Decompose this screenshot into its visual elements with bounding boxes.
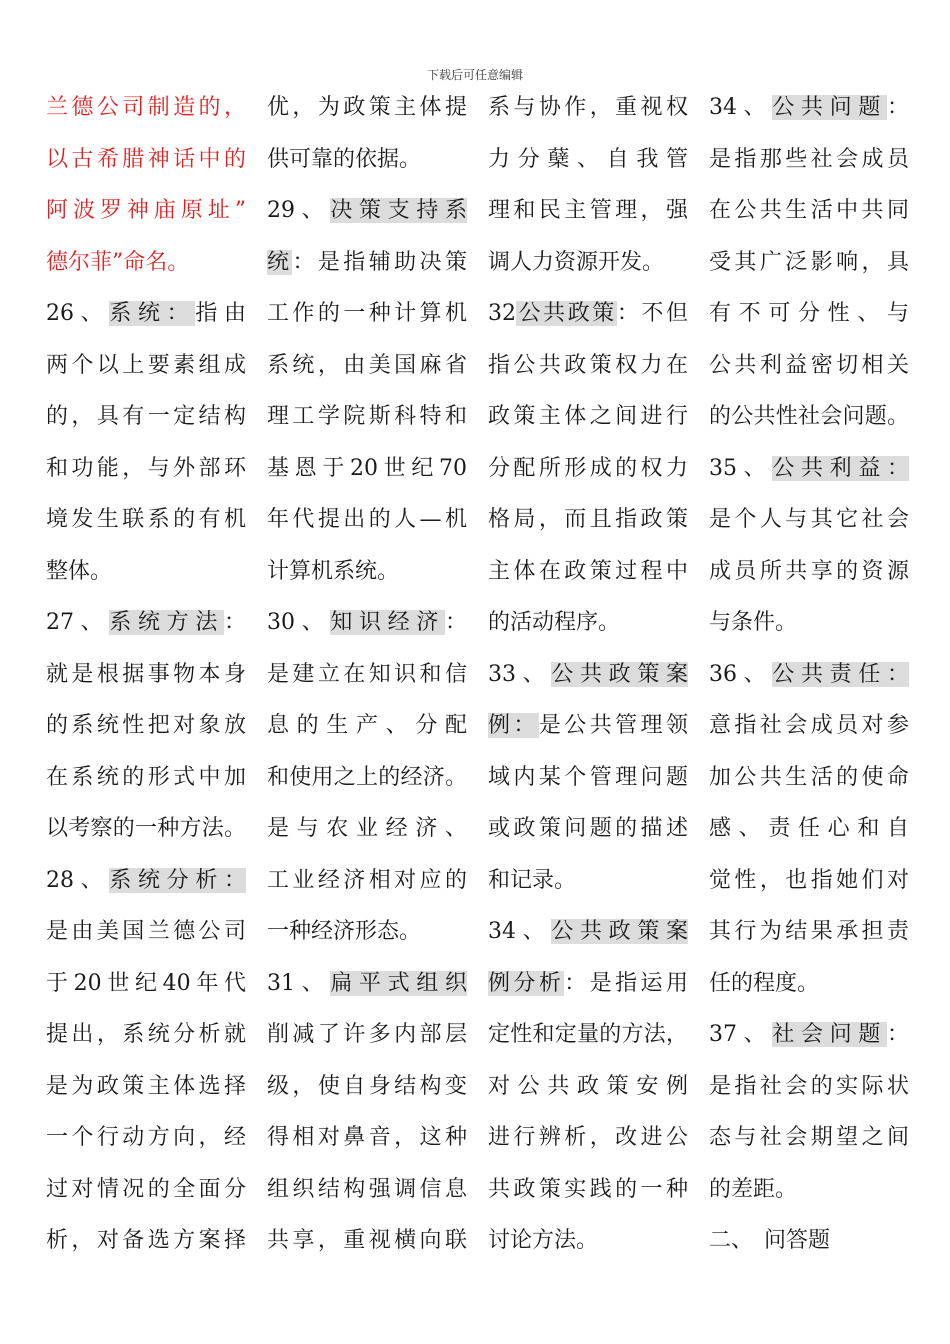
text-run: ：	[223, 610, 246, 635]
text-run: 组织结构强调信息	[267, 1176, 467, 1202]
text-run: 是与农业经济、	[267, 816, 467, 841]
text-run: 公共利益密切相关	[709, 352, 909, 378]
text-line	[46, 906, 246, 958]
term-highlight: 知识经济	[330, 610, 445, 635]
text-line	[488, 803, 688, 855]
text-line	[46, 1112, 246, 1164]
text-run: 域内某个管理问题	[488, 764, 688, 790]
text-line	[46, 443, 246, 495]
text-run: 整体。	[46, 558, 113, 584]
term-highlight: 系统分析：	[109, 867, 246, 893]
text-line	[488, 340, 688, 392]
text-run: 共政策实践的一种	[488, 1176, 688, 1202]
text-line	[709, 1112, 909, 1164]
text-run: 以古希腊神话中的	[46, 146, 246, 172]
text-line	[46, 1164, 246, 1216]
text-run: 息的生产、分配	[267, 713, 467, 738]
text-run: 成员所共享的资源	[709, 558, 909, 584]
text-run: 任的程度。	[709, 970, 820, 996]
text-line	[267, 855, 467, 907]
text-line	[46, 649, 246, 701]
text-line	[709, 803, 909, 855]
text-run: 与条件。	[709, 610, 798, 635]
text-run: 两个以上要素组成	[46, 352, 246, 378]
text-run: 36、	[709, 661, 773, 687]
text-run: 指公共政策权力在	[488, 352, 688, 378]
text-run: 27、	[46, 610, 110, 635]
text-run: 供可靠的依据。	[267, 146, 422, 172]
text-run: 年代提出的人—机	[267, 507, 467, 532]
term-highlight: 扁平式组织	[330, 970, 467, 996]
text-run: 主体在政策过程中	[488, 558, 688, 584]
text-line	[488, 1215, 688, 1267]
text-line	[488, 185, 688, 237]
text-run: 的，具有一定结构	[46, 404, 246, 429]
text-run: 调人力资源开发。	[488, 249, 665, 275]
text-line	[46, 1061, 246, 1113]
text-run: 34、	[709, 95, 773, 120]
text-run: 34、	[488, 919, 552, 944]
text-run: 31、	[267, 970, 331, 996]
text-run: 计算机系统。	[267, 558, 400, 584]
text-run: ：是指运用	[564, 970, 688, 996]
text-line	[267, 443, 467, 495]
text-line	[709, 700, 909, 752]
text-run: 是指社会的实际状	[709, 1073, 909, 1099]
term-highlight: 社会问题	[772, 1022, 887, 1047]
text-line	[267, 134, 467, 186]
text-line	[709, 82, 909, 134]
text-line	[46, 340, 246, 392]
text-run: 在公共生活中共同	[709, 198, 909, 223]
text-line	[709, 958, 909, 1010]
text-run: ：不但	[616, 301, 688, 326]
text-run: 的差距。	[709, 1176, 798, 1202]
term-highlight: 例：	[488, 713, 539, 738]
text-run: ：	[444, 610, 467, 635]
text-line	[267, 237, 467, 289]
text-line	[488, 700, 688, 752]
text-run: 政策主体之间进行	[488, 404, 688, 429]
text-run: 35、	[709, 455, 773, 481]
text-line	[709, 237, 909, 289]
text-run: 28、	[46, 867, 110, 893]
text-line	[488, 958, 688, 1010]
text-run: 在系统的形式中加	[46, 764, 246, 790]
text-run: 就是根据事物本身	[46, 661, 246, 687]
text-run: 指由	[195, 301, 246, 326]
text-run: 德尔菲”命名。	[46, 249, 190, 275]
term-highlight: 公共问题	[772, 95, 887, 120]
text-line	[488, 494, 688, 546]
text-line	[709, 597, 909, 649]
text-run: 是建立在知识和信	[267, 661, 467, 687]
text-line	[488, 443, 688, 495]
text-run: 29、	[267, 198, 331, 223]
text-line	[46, 597, 246, 649]
text-run: 的系统性把对象放	[46, 713, 246, 738]
text-run: 以考察的一种方法。	[46, 816, 246, 841]
text-run: 于20世纪40年代	[46, 970, 246, 996]
text-line	[709, 1061, 909, 1113]
text-line	[267, 546, 467, 598]
text-line	[46, 237, 246, 289]
text-line	[46, 1009, 246, 1061]
text-run: 兰德公司制造的，	[46, 95, 246, 120]
text-line	[488, 288, 688, 340]
text-run: 其行为结果承担责	[709, 919, 909, 944]
text-line	[46, 752, 246, 804]
text-run: 和使用之上的经济。	[267, 764, 467, 790]
text-run: 是公共管理领	[538, 713, 688, 738]
text-run: 33、	[488, 661, 552, 687]
term-highlight: 系统方法	[109, 610, 224, 635]
text-run: 理和民主管理，强	[488, 198, 688, 223]
text-line	[488, 1112, 688, 1164]
text-run: 是为政策主体选择	[46, 1073, 246, 1099]
text-line	[709, 752, 909, 804]
text-run: 格局，而且指政策	[488, 507, 688, 532]
term-highlight: 统	[267, 249, 293, 275]
text-run: 理工学院斯科特和	[267, 404, 467, 429]
text-run: 系统，由美国麻省	[267, 352, 467, 378]
text-run: 加公共生活的使命	[709, 764, 909, 790]
text-run: 是个人与其它社会	[709, 507, 909, 532]
text-line	[709, 185, 909, 237]
text-line	[488, 649, 688, 701]
text-line	[46, 700, 246, 752]
text-line	[709, 1164, 909, 1216]
text-line	[267, 649, 467, 701]
text-run: 32	[488, 301, 516, 326]
text-run: 削减了许多内部层	[267, 1022, 467, 1047]
text-run: 得相对鼻音，这种	[267, 1125, 467, 1150]
text-line	[488, 1164, 688, 1216]
text-line	[488, 391, 688, 443]
text-run: 30、	[267, 610, 331, 635]
term-highlight: 公共政策案	[551, 661, 688, 687]
text-line	[709, 649, 909, 701]
text-run: 阿波罗神庙原址”	[46, 198, 246, 223]
text-column-4	[709, 82, 909, 1267]
text-line	[267, 597, 467, 649]
text-line	[267, 288, 467, 340]
text-run: 析，对备选方案择	[46, 1228, 246, 1253]
term-highlight: 公共责任：	[772, 661, 909, 687]
text-run: 是指那些社会成员	[709, 146, 909, 172]
text-line	[488, 1061, 688, 1113]
text-run: 工业经济相对应的	[267, 867, 467, 893]
text-run: 态与社会期望之间	[709, 1125, 909, 1150]
text-run: 是由美国兰德公司	[46, 919, 246, 944]
text-line	[709, 494, 909, 546]
text-line	[267, 1215, 467, 1267]
text-run: 基恩于20世纪70	[267, 455, 467, 481]
text-column-3	[488, 82, 688, 1267]
text-line	[267, 1112, 467, 1164]
term-highlight: 公共利益：	[772, 455, 909, 481]
text-run: 一个行动方向，经	[46, 1125, 246, 1150]
text-line	[709, 288, 909, 340]
text-line	[267, 494, 467, 546]
text-run: 26、	[46, 301, 110, 326]
text-line	[267, 1061, 467, 1113]
text-line	[709, 1009, 909, 1061]
text-run: 优，为政策主体提	[267, 95, 467, 120]
text-line	[267, 391, 467, 443]
text-run: 共享，重视横向联	[267, 1228, 467, 1253]
text-line	[488, 237, 688, 289]
term-highlight: 系统：	[109, 301, 196, 326]
text-line	[267, 958, 467, 1010]
text-line	[46, 134, 246, 186]
text-line	[488, 597, 688, 649]
text-run: 的活动程序。	[488, 610, 621, 635]
text-run: 感、责任心和自	[709, 816, 909, 841]
text-line	[488, 82, 688, 134]
text-run: 级，使自身结构变	[267, 1073, 467, 1099]
text-line	[488, 546, 688, 598]
text-line	[267, 906, 467, 958]
text-line	[488, 134, 688, 186]
text-line	[46, 546, 246, 598]
text-run: 有不可分性、与	[709, 301, 909, 326]
text-line	[709, 443, 909, 495]
text-line	[267, 803, 467, 855]
text-line	[46, 288, 246, 340]
text-line	[709, 1215, 909, 1267]
text-line	[488, 906, 688, 958]
text-line	[709, 340, 909, 392]
text-line	[267, 1009, 467, 1061]
term-highlight: 例分析	[488, 970, 565, 996]
text-line	[709, 391, 909, 443]
text-line	[267, 752, 467, 804]
text-line	[709, 546, 909, 598]
text-run: 37、	[709, 1022, 773, 1047]
text-run: 进行辨析，改进公	[488, 1125, 688, 1150]
text-line	[267, 700, 467, 752]
text-line	[46, 185, 246, 237]
text-run: 和功能，与外部环	[46, 455, 246, 481]
text-line	[267, 1164, 467, 1216]
text-line	[709, 855, 909, 907]
text-run: ：	[886, 1022, 909, 1047]
text-column-2	[267, 82, 467, 1267]
text-line	[488, 1009, 688, 1061]
text-column-1	[46, 82, 246, 1267]
text-line	[46, 958, 246, 1010]
text-run: 觉性，也指她们对	[709, 867, 909, 893]
text-line	[488, 855, 688, 907]
text-run: 提出，系统分析就	[46, 1022, 246, 1047]
text-run: ：	[886, 95, 909, 120]
text-line	[709, 906, 909, 958]
text-run: 的公共性社会问题。	[709, 404, 909, 429]
text-run: 力分蘖、自我管	[488, 146, 688, 172]
term-highlight: 决策支持系	[330, 198, 467, 223]
text-run: 一种经济形态。	[267, 919, 422, 944]
text-run: 定性和定量的方法，	[488, 1022, 688, 1047]
text-run: 工作的一种计算机	[267, 301, 467, 326]
text-run: 和记录。	[488, 867, 577, 893]
text-line	[46, 494, 246, 546]
text-run: 意指社会成员对参	[709, 713, 909, 738]
text-line	[46, 855, 246, 907]
text-run: 境发生联系的有机	[46, 507, 246, 532]
text-run: ：是指辅助决策	[292, 249, 467, 275]
text-line	[46, 391, 246, 443]
text-line	[488, 752, 688, 804]
text-run: 系与协作，重视权	[488, 95, 688, 120]
page-header: 下载后可任意编辑	[426, 68, 523, 82]
text-line	[46, 803, 246, 855]
text-run: 对公共政策安例	[488, 1073, 688, 1099]
text-line	[267, 185, 467, 237]
text-run: 二、 问答题	[709, 1228, 831, 1253]
text-run: 或政策问题的描述	[488, 816, 688, 841]
text-run: 受其广泛影响，具	[709, 249, 909, 275]
text-run: 讨论方法。	[488, 1228, 599, 1253]
term-highlight: 公共政策	[516, 301, 617, 326]
text-line	[46, 82, 246, 134]
text-line	[46, 1215, 246, 1267]
text-line	[267, 340, 467, 392]
text-line	[267, 82, 467, 134]
text-run: 分配所形成的权力	[488, 455, 688, 481]
text-run: 过对情况的全面分	[46, 1176, 246, 1202]
text-line	[709, 134, 909, 186]
term-highlight: 公共政策案	[551, 919, 688, 944]
